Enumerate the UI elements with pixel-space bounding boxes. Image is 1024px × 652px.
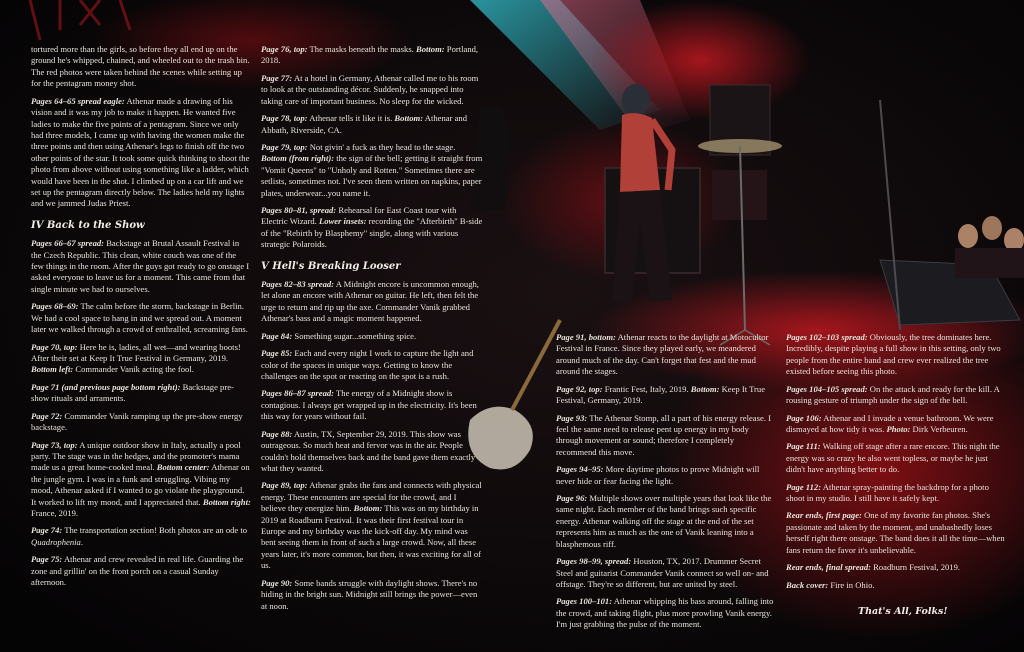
caption-text: This was on my birthday in 2019 at Roadburn Festival. It was their first festival tour in Europe and my birthday was the kick-off day. My mind was bent seeing them in front of such a large crowd. Now, all these years later, it's more common, but then, it was exciting for all of us. bbox=[261, 503, 482, 571]
caption-paragraph bbox=[786, 510, 1008, 556]
caption-paragraph bbox=[31, 44, 251, 90]
caption-text: France, 2019. bbox=[31, 508, 79, 519]
caption-lead: Page 96: bbox=[556, 493, 588, 504]
text-column-1 bbox=[31, 44, 251, 595]
caption-lead: Bottom: bbox=[413, 44, 445, 54]
caption-paragraph bbox=[261, 44, 483, 67]
caption-lead: Bottom: bbox=[392, 113, 424, 124]
caption-lead: Page 73, top: bbox=[31, 439, 78, 450]
caption-text: Here he is, ladies, all wet—and wearing boots! After their set at Keep It True Festival in Germany, 2019. bbox=[31, 341, 241, 363]
text-column-3 bbox=[556, 332, 774, 637]
caption-text: Athenar and crew revealed in real life. Guarding the zone and grillin' on the front porch on a casual Sunday afternoon. bbox=[31, 554, 244, 588]
caption-lead: Page 77: bbox=[261, 72, 293, 83]
caption-text: Commander Vanik ramping up the pre-show energy backstage. bbox=[31, 410, 243, 433]
caption-paragraph bbox=[786, 332, 1008, 378]
caption-text: Athenar tells it like it is. bbox=[307, 113, 393, 124]
caption-text: The energy of a Midnight show is contagious. I always get wrapped up in the electricity. It's been this way for years without fail. bbox=[261, 388, 477, 422]
caption-lead: Page 92, top: bbox=[556, 383, 603, 394]
caption-text: The masks beneath the masks. bbox=[307, 44, 414, 54]
caption-lead: Pages 66–67 spread: bbox=[31, 238, 105, 249]
caption-text: Rehearsal for East Coast tour with Electric Wizard. bbox=[261, 205, 457, 227]
caption-text: More daytime photos to prove Midnight will never hide or fear facing the light. bbox=[556, 464, 760, 486]
caption-paragraph bbox=[31, 440, 251, 520]
caption-lead: Page 88: bbox=[261, 428, 293, 439]
caption-paragraph bbox=[31, 554, 251, 588]
caption-text: Athenar reacts to the daylight at Motocultor Festival in France. Since they played early, we meandered around much of the day. Can't forget that fest and the mud around the stages. bbox=[556, 332, 769, 377]
caption-lead: Pages 64–65 spread eagle: bbox=[31, 95, 125, 106]
caption-paragraph bbox=[31, 525, 251, 548]
caption-paragraph bbox=[261, 331, 483, 342]
caption-text: Backstage pre-show rituals and arraments. bbox=[31, 381, 234, 404]
caption-paragraph bbox=[31, 301, 251, 335]
caption-paragraph bbox=[556, 332, 774, 378]
caption-lead: Page 72: bbox=[31, 410, 63, 421]
caption-paragraph bbox=[556, 464, 774, 487]
caption-lead: Bottom (from right): bbox=[261, 153, 335, 164]
caption-paragraph bbox=[261, 578, 483, 612]
caption-text: recording the "Afterbirth" B-side of the "Rebirth by Blasphemy" single, along with various strategic Polaroids. bbox=[261, 216, 483, 250]
caption-lead: Page 91, bottom: bbox=[556, 332, 616, 342]
caption-lead: Pages 86–87 spread: bbox=[261, 388, 335, 399]
caption-text: Frantic Fest, Italy, 2019. bbox=[602, 383, 689, 394]
caption-lead: Page 93: bbox=[556, 412, 588, 423]
caption-text: . bbox=[80, 536, 83, 547]
caption-text: Athenar on the jungle gym. I was in a funk and struggling. Vibing my mood, Athenar asked if I wanted to go violate the playground. It worked to lift my mood, and I appreciated that. bbox=[31, 462, 250, 507]
caption-lead: Pages 98–99, spread: bbox=[556, 556, 632, 567]
text-column-4 bbox=[786, 332, 1008, 597]
caption-lead: Page 70, top: bbox=[31, 341, 78, 352]
caption-text: Backstage at Brutal Assault Festival in the Czech Republic. This clean, white couch was one of the few things in the room. After the guys got ready to go onstage I asked everyone to leave us for a moment. This came from that single minute we had to ourselves. bbox=[31, 238, 250, 294]
caption-text: the sign of the bell; getting it straight from "Vomit Queens" to "Unholy and Rotten." Sometimes there are setlists, sometimes not. I've seen them written on napkins, paper plates, underwear...you name it. bbox=[261, 153, 483, 198]
caption-text: A Midnight encore is uncommon enough, let alone an encore with Athenar on guitar. He left, then felt the urge to return and rip up the axe. Commander Vanik grabbed Athenar's bass and a magic moment happened. bbox=[261, 279, 479, 324]
caption-text: Something sugar...something spice. bbox=[292, 330, 417, 341]
caption-text: Some bands struggle with daylight shows. There's no hiding in the bright sun. Midnight still brings the power—even at noon. bbox=[261, 577, 478, 611]
caption-text: Multiple shows over multiple years that look like the same night. Each member of the band brings such specific energy. Athenar walking off the stage at the end of the set represents him as much as the one of Vanik leaning into a blasphemous riff. bbox=[556, 493, 772, 549]
caption-paragraph bbox=[556, 413, 774, 459]
caption-paragraph bbox=[261, 279, 483, 325]
caption-text: Athenar spray-painting the backdrop for a photo shoot in my studio. I still have it safely kept. bbox=[786, 481, 989, 504]
caption-lead: Page 71 (and previous page bottom right): bbox=[31, 381, 181, 392]
caption-lead: Page 79, top: bbox=[261, 141, 308, 152]
caption-text: tortured more than the girls, so before they all end up on the ground he's whipped, chained, and wheeled out to the trash bin. The red photos were taken behind the scenes while setting up for the pentagram money shot. bbox=[31, 44, 250, 89]
caption-text: On the attack and ready for the kill. A rousing gesture of triumph under the sign of the bell. bbox=[786, 383, 1000, 406]
caption-paragraph bbox=[261, 480, 483, 571]
caption-lead: Pages 94–95: bbox=[556, 464, 604, 475]
caption-lead: Pages 80–81, spread: bbox=[261, 205, 337, 216]
caption-paragraph bbox=[261, 388, 483, 422]
caption-text: The calm before the storm, backstage in Berlin. We had a cool space to hang in and we spread out. A moment later we walked through a crowd of enthralled, screaming fans. bbox=[31, 301, 248, 335]
caption-text: At a hotel in Germany, Athenar called me to his room to look at the outstanding décor. Suddenly, he snapped into taking care of important business. No sleep for the wicked. bbox=[261, 72, 479, 106]
caption-lead: Page 89, top: bbox=[261, 480, 308, 491]
caption-lead: Page 75: bbox=[31, 554, 63, 565]
caption-lead: Bottom left: bbox=[31, 364, 74, 375]
caption-lead: Bottom: bbox=[351, 503, 383, 514]
caption-text: The transportation section! Both photos are an ode to bbox=[62, 525, 248, 536]
caption-text: Athenar made a drawing of his vision and it was my job to make it happen. He wanted five ladies to make the five points of a pentagram. Since we only had three models, I came up with having the women make the three points and then using Athenar's legs to finish off the two other points of the star. It took some quick thinking to shoot the photo from above without using something like a ladder, which would have been in the shot. I climbed up on a car lift and we set up the pentagram directly below. The ladies held my lights and we jammed Judas Priest. bbox=[31, 95, 250, 209]
caption-text: A unique outdoor show in Italy, actually a pool party. The stage was in the hedges, and the promoter's mama made us a great home-cooked meal. bbox=[31, 439, 241, 473]
caption-lead: Page 90: bbox=[261, 577, 293, 588]
caption-lead: Page 78, top: bbox=[261, 113, 308, 124]
caption-paragraph bbox=[261, 348, 483, 382]
caption-paragraph bbox=[786, 413, 1008, 436]
caption-paragraph bbox=[261, 73, 483, 107]
caption-paragraph bbox=[556, 556, 774, 590]
caption-lead: Page 111: bbox=[786, 441, 821, 452]
caption-lead: Photo: bbox=[884, 423, 911, 434]
caption-text: Athenar whipping his bass around, falling into the crowd, and taking flight, plus more prowling Vanik energy. I'm just grabbing the pulse of the moment. bbox=[556, 596, 774, 630]
sign-off: That's All, Folks! bbox=[858, 606, 948, 617]
section-heading: IV Back to the Show bbox=[31, 219, 145, 231]
caption-text: Not givin' a fuck as they head to the stage. bbox=[307, 141, 456, 152]
caption-paragraph bbox=[786, 562, 1008, 573]
caption-text: Athenar grabs the fans and connects with physical energy. These encounters are special for the crowd, and I believe they energize him. bbox=[261, 480, 482, 514]
caption-lead: Lower insets: bbox=[316, 216, 367, 227]
caption-text: Houston, TX, 2017. Drummer Secret Steel and guitarist Commander Vanik connect so well on- and offstage. They're so different, but are united by steel. bbox=[556, 556, 769, 590]
caption-paragraph bbox=[31, 342, 251, 376]
caption-paragraph bbox=[261, 429, 483, 475]
caption-lead: Page 112: bbox=[786, 481, 822, 492]
caption-text: Austin, TX, September 29, 2019. This show was outrageous. So much heat and fervor was in the air. People couldn't hold themselves back and the band gave them exactly what they wanted. bbox=[261, 428, 476, 473]
caption-text: One of my favorite fan photos. She's passionate and taken by the moment, and unabashedly loses herself right there onstage. The band does it all the time—when fans return the favor it's unbelievable. bbox=[786, 510, 1005, 555]
caption-text: Keep It True Festival, Germany, 2019. bbox=[556, 383, 766, 406]
caption-paragraph bbox=[31, 382, 251, 405]
caption-text: Portland, 2018. bbox=[261, 44, 479, 66]
text-column-2 bbox=[261, 44, 483, 618]
caption-lead: Page 74: bbox=[31, 525, 63, 536]
caption-lead: Bottom: bbox=[688, 383, 720, 394]
caption-paragraph bbox=[786, 482, 1008, 505]
caption-paragraph bbox=[31, 238, 251, 295]
caption-lead: Pages 68–69: bbox=[31, 301, 79, 312]
caption-paragraph bbox=[556, 596, 774, 630]
caption-paragraph bbox=[556, 384, 774, 407]
caption-lead: Rear ends, final spread: bbox=[786, 562, 871, 573]
caption-lead: Page 85: bbox=[261, 348, 293, 359]
caption-text: Dirk Verbeuren. bbox=[910, 423, 968, 434]
caption-text: Obviously, the tree dominates here. Incredibly, despite playing a full show in this setting, only two people from the entire band and crew ever realized the tree existed before seeing this photo. bbox=[786, 332, 1001, 377]
caption-text: Each and every night I work to capture the light and color of the spaces in unique ways. Getting to know the challenges on the spot or reacting on the spot is a rush. bbox=[261, 348, 474, 381]
caption-lead: Rear ends, first page: bbox=[786, 510, 862, 521]
caption-paragraph bbox=[786, 580, 1008, 591]
caption-lead: Bottom right: bbox=[200, 496, 251, 507]
caption-lead: Page 106: bbox=[786, 412, 822, 423]
caption-paragraph bbox=[261, 142, 483, 199]
caption-lead: Pages 82–83 spread: bbox=[261, 279, 335, 290]
caption-italic: Quadrophenia bbox=[31, 536, 81, 547]
caption-text: Athenar and I invade a venue bathroom. We were dismayed at how tidy it was. bbox=[786, 412, 994, 434]
caption-text: Fire in Ohio. bbox=[828, 579, 875, 590]
caption-lead: Pages 102–103 spread: bbox=[786, 332, 868, 342]
caption-lead: Page 76, top: bbox=[261, 44, 308, 54]
caption-text: Roadburn Festival, 2019. bbox=[871, 562, 961, 573]
caption-text: Walking off stage after a rare encore. This night the energy was so crazy he also went topless, or maybe he just didn't have anything better to do. bbox=[786, 441, 1000, 475]
caption-paragraph bbox=[31, 411, 251, 434]
caption-lead: Back cover: bbox=[786, 579, 829, 590]
caption-paragraph bbox=[556, 493, 774, 550]
caption-lead: Page 84: bbox=[261, 330, 293, 341]
caption-lead: Bottom center: bbox=[154, 462, 210, 473]
caption-lead: Pages 100–101: bbox=[556, 596, 613, 607]
caption-paragraph bbox=[261, 113, 483, 136]
section-heading: V Hell's Breaking Looser bbox=[261, 260, 401, 272]
caption-text: Commander Vanik acting the fool. bbox=[73, 364, 194, 375]
caption-lead: Pages 104–105 spread: bbox=[786, 383, 868, 394]
caption-text: The Athenar Stomp, all a part of his energy release. I feel the same need to release pent up energy in my body through movement or sound; therefore I completely recommend this move. bbox=[556, 412, 771, 457]
caption-text: Athenar and Abbath, Riverside, CA. bbox=[261, 113, 467, 135]
caption-paragraph bbox=[786, 384, 1008, 407]
caption-paragraph bbox=[261, 205, 483, 251]
caption-paragraph bbox=[31, 96, 251, 210]
caption-paragraph bbox=[786, 441, 1008, 475]
